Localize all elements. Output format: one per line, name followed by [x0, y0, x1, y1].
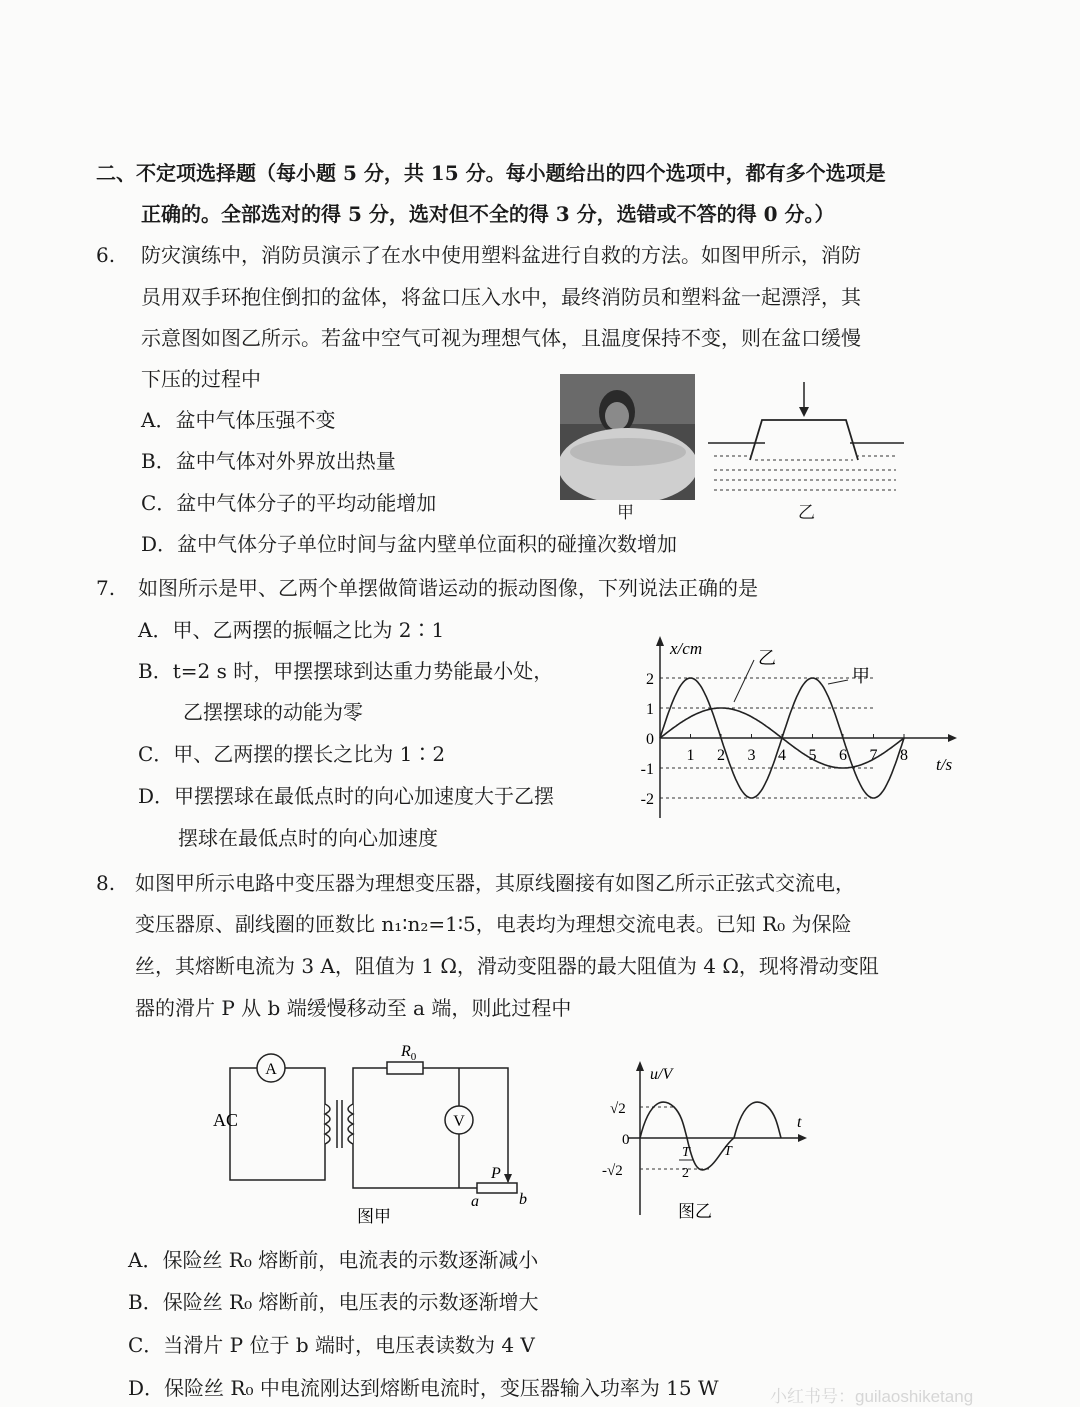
q7-option-a: A．甲、乙两摆的振幅之比为 2∶1 — [138, 618, 445, 642]
x-tick-label: 4 — [778, 747, 786, 764]
u-axis-arrow — [636, 1061, 644, 1071]
q7-option-d-cont: 摆球在最低点时的向心加速度 — [178, 826, 438, 850]
y-tick-label: -1 — [640, 761, 654, 778]
q6-number: 6. — [96, 243, 116, 267]
period-label: T — [724, 1144, 732, 1159]
q6-option-c: C．盆中气体分子的平均动能增加 — [141, 491, 437, 515]
q6-schematic — [700, 378, 910, 493]
q6-fig-label-yi: 乙 — [798, 503, 815, 523]
t-axis-label: t — [797, 1114, 802, 1131]
q6-stem-line4: 下压的过程中 — [141, 367, 261, 391]
q8-stem-line4: 器的滑片 P 从 b 端缓慢移动至 a 端，则此过程中 — [135, 996, 572, 1020]
t-axis-arrow — [798, 1134, 807, 1142]
q8-option-b: B．保险丝 R₀ 熔断前，电压表的示数逐渐增大 — [128, 1290, 539, 1314]
rheostat — [477, 1183, 517, 1193]
x-tick-label: 2 — [717, 747, 725, 764]
series-yi-label: 乙 — [758, 648, 776, 668]
x-tick-label: 1 — [686, 747, 695, 764]
q6-option-d: D．盆中气体分子单位时间与盆内壁单位面积的碰撞次数增加 — [141, 532, 678, 556]
q8-option-a: A．保险丝 R₀ 熔断前，电流表的示数逐渐减小 — [128, 1248, 539, 1272]
q7-option-b: B．t=2 s 时，甲摆摆球到达重力势能最小处， — [138, 659, 554, 683]
u-max-label: √2 — [610, 1101, 626, 1117]
q6-option-a: A．盆中气体压强不变 — [141, 408, 336, 432]
q8-stem-line3: 丝，其熔断电流为 3 A，阻值为 1 Ω，滑动变阻器的最大阻值为 4 Ω，现将滑动变阻 — [135, 954, 879, 978]
q8-option-d: D．保险丝 R₀ 中电流刚达到熔断电流时，变压器输入功率为 15 W — [128, 1376, 719, 1400]
series-jia-label: 甲 — [852, 666, 870, 686]
ac-caption: 图乙 — [678, 1202, 712, 1221]
fuse-resistor-r0 — [387, 1062, 423, 1074]
q6-stem-line1: 防灾演练中，消防员演示了在水中使用塑料盆进行自救的方法。如图甲所示，消防 — [141, 243, 861, 267]
secondary-wire-left — [353, 1068, 387, 1180]
q8-ac-waveform — [598, 1055, 818, 1225]
u-axis-label: u/V — [650, 1066, 673, 1083]
q6-fig-label-jia: 甲 — [617, 503, 634, 523]
y-axis-arrow — [656, 636, 664, 646]
half-period-den: 2 — [682, 1166, 689, 1181]
q8-circuit-diagram — [205, 1040, 535, 1230]
y-tick-label: -2 — [640, 791, 654, 808]
u-min-label: -√2 — [602, 1163, 623, 1179]
x-tick-label: 5 — [808, 747, 817, 764]
end-a-label: a — [471, 1193, 479, 1210]
inverted-basin — [750, 420, 858, 460]
x-tick-label: 7 — [869, 747, 878, 764]
r0-label: $R_0$ — [401, 1043, 417, 1063]
primary-coil — [325, 1104, 330, 1144]
voltmeter-label: V — [453, 1113, 465, 1130]
half-period-num: T — [682, 1145, 690, 1160]
y-tick-label: 1 — [646, 701, 654, 718]
x-tick-label: 6 — [839, 747, 847, 764]
firefighter-face — [605, 402, 629, 430]
section-heading-line2: 正确的。全部选对的得 5 分，选对但不全的得 3 分，选错或不答的得 0 分。） — [141, 202, 835, 226]
series-yi-leader — [734, 660, 754, 702]
x-tick-label: 3 — [747, 747, 756, 764]
q7-number: 7. — [96, 576, 116, 600]
watermark: 小红书号：guilaoshiketang — [770, 1387, 974, 1406]
q8-option-c: C．当滑片 P 位于 b 端时，电压表读数为 4 V — [128, 1333, 535, 1357]
q6-photo — [560, 374, 695, 500]
circuit-caption: 图甲 — [357, 1207, 391, 1226]
x-axis-label: t/s — [936, 755, 953, 774]
q7-option-b-cont: 乙摆摆球的动能为零 — [183, 700, 363, 724]
q8-stem-line2: 变压器原、副线圈的匝数比 n₁∶n₂=1∶5，电表均为理想交流电表。已知 R₀ 为保险 — [135, 912, 852, 936]
secondary-coil — [348, 1104, 353, 1144]
force-arrow-head — [799, 407, 809, 417]
section-heading-line1: 二、不定项选择题（每小题 5 分，共 15 分。每小题给出的四个选项中，都有多个选项是 — [96, 161, 886, 185]
q8-number: 8. — [96, 871, 116, 895]
y-tick-label: 0 — [646, 731, 654, 748]
q7-option-d: D．甲摆摆球在最低点时的向心加速度大于乙摆 — [138, 784, 555, 808]
q7-stem: 如图所示是甲、乙两个单摆做简谐运动的振动图像，下列说法正确的是 — [138, 576, 758, 600]
q6-stem-line2: 员用双手环抱住倒扣的盆体，将盆口压入水中，最终消防员和塑料盆一起漂浮，其 — [141, 285, 861, 309]
basin-rim — [570, 438, 686, 466]
end-b-label: b — [519, 1191, 527, 1208]
slider-arrow — [504, 1174, 512, 1183]
ammeter-label: A — [265, 1061, 277, 1078]
x-axis-arrow — [948, 734, 957, 742]
q7-oscillation-chart — [630, 632, 965, 822]
u-origin-label: 0 — [622, 1132, 630, 1148]
ac-source-label: AC — [213, 1110, 239, 1130]
ac-sine-curve — [640, 1102, 781, 1170]
q7-option-c: C．甲、乙两摆的摆长之比为 1∶2 — [138, 742, 446, 766]
y-axis-label: x/cm — [670, 639, 703, 658]
q6-option-b: B．盆中气体对外界放出热量 — [141, 449, 396, 473]
q8-stem-line1: 如图甲所示电路中变压器为理想变压器，其原线圈接有如图乙所示正弦式交流电， — [135, 871, 855, 895]
q6-stem-line3: 示意图如图乙所示。若盆中空气可视为理想气体，且温度保持不变，则在盆口缓慢 — [141, 326, 861, 350]
slider-p-label: P — [491, 1165, 501, 1182]
x-tick-label: 8 — [900, 747, 908, 764]
primary-loop-wire — [230, 1068, 325, 1180]
series-jia-leader — [828, 680, 848, 684]
y-tick-label: 2 — [646, 671, 654, 688]
